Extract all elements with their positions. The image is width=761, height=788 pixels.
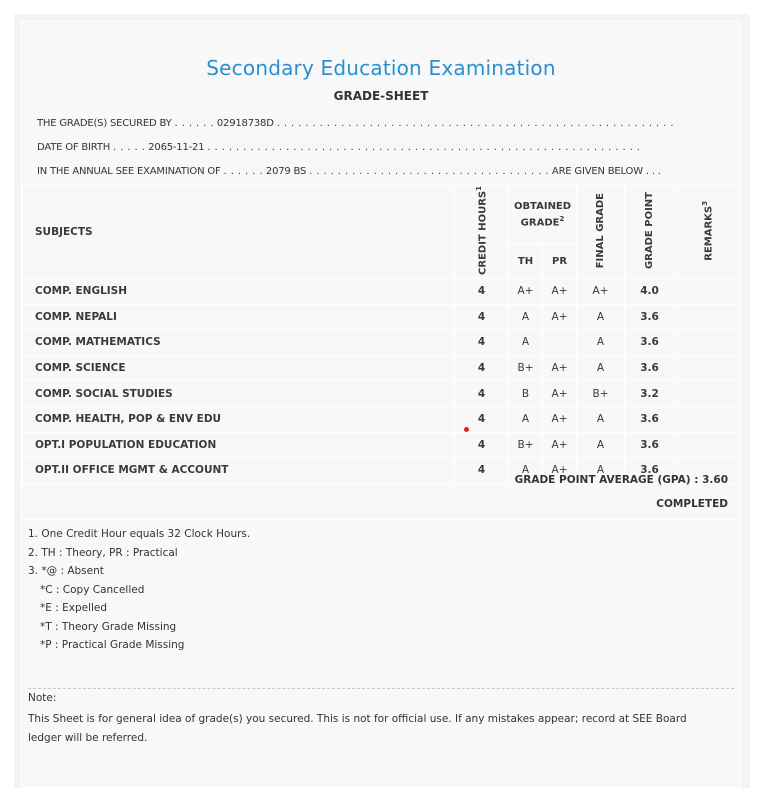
- credit-hours-cell: 4: [455, 406, 509, 432]
- footnote-item: 1. One Credit Hour equals 32 Clock Hours.: [28, 528, 251, 540]
- secured-by-line: [37, 118, 674, 129]
- exam-label: IN THE ANNUAL SEE EXAMINATION OF: [37, 166, 221, 177]
- header-obtained-grade: [509, 186, 577, 244]
- table-row: [23, 381, 741, 407]
- footnote-item: 2. TH : Theory, PR : Practical: [28, 546, 178, 559]
- dot-leader: . . . . .: [113, 142, 146, 153]
- credit-hours-cell: 4: [455, 304, 509, 330]
- header-subjects: SUBJECTS: [23, 186, 455, 279]
- dot-leader: . . . . . .: [174, 118, 214, 129]
- subject-cell: COMP. ENGLISH: [23, 278, 455, 304]
- exam-year: 2079 BS: [265, 166, 307, 177]
- final-grade-cell: A: [577, 406, 625, 432]
- practical-grade-cell: A+: [543, 278, 577, 304]
- footnote-item: *T : Theory Grade Missing: [40, 620, 177, 633]
- theory-grade-cell: B+: [509, 432, 543, 458]
- footnote-ref-2: 2: [559, 215, 565, 224]
- credit-hours-cell: 4: [455, 355, 509, 381]
- header-obtained-grade-label: OBTAINED GRADE: [513, 201, 572, 229]
- footnotes: [28, 525, 250, 655]
- theory-grade-cell: A: [509, 330, 543, 356]
- grade-point-cell: 4.0: [625, 278, 675, 304]
- grade-point-cell: 3.6: [625, 304, 675, 330]
- table-row: [23, 304, 741, 330]
- final-grade-cell: A: [577, 304, 625, 330]
- remarks-cell: [675, 432, 741, 458]
- header-grade-point: [625, 186, 675, 279]
- header-credit-hours-label: CREDIT HOURS: [477, 190, 489, 275]
- grades-table: [22, 185, 741, 484]
- header-remarks: [675, 186, 741, 279]
- grade-point-cell: 3.6: [625, 355, 675, 381]
- credit-hours-cell: 4: [455, 381, 509, 407]
- credit-hours-cell: 4: [455, 458, 509, 484]
- cursor-marker: [464, 427, 469, 432]
- final-grade-cell: A: [577, 432, 625, 458]
- footnote-ref-3: 3: [701, 200, 710, 206]
- subject-cell: OPT.II OFFICE MGMT & ACCOUNT: [23, 458, 455, 484]
- symbol-number: 02918738D: [216, 118, 274, 129]
- grade-sheet-card: [21, 21, 741, 788]
- dot-leader: . . . . . . . . . . . . . . . . . . . . . . . . . . . . . . . . . .: [309, 166, 549, 177]
- grade-sheet-panel: [14, 14, 750, 788]
- gpa-summary: GRADE POINT AVERAGE (GPA) : 3.60: [514, 474, 728, 486]
- secured-by-label: THE GRADE(S) SECURED BY: [37, 118, 172, 129]
- subject-cell: COMP. SCIENCE: [23, 355, 455, 381]
- header-th: TH: [509, 244, 543, 279]
- table-row: [23, 406, 741, 432]
- practical-grade-cell: A+: [543, 355, 577, 381]
- remarks-cell: [675, 304, 741, 330]
- practical-grade-cell: A+: [543, 406, 577, 432]
- table-row: [23, 278, 741, 304]
- final-grade-cell: A: [577, 330, 625, 356]
- dob-label: DATE OF BIRTH: [37, 142, 111, 153]
- dot-leader: . . . . . .: [223, 166, 263, 177]
- page-subtitle: GRADE-SHEET: [333, 89, 429, 103]
- subject-cell: COMP. NEPALI: [23, 304, 455, 330]
- note-label: Note:: [28, 692, 57, 704]
- subject-cell: COMP. SOCIAL STUDIES: [23, 381, 455, 407]
- grade-point-cell: 3.6: [625, 406, 675, 432]
- theory-grade-cell: A: [509, 406, 543, 432]
- grade-point-cell: 3.6: [625, 432, 675, 458]
- header-credit-hours: [455, 186, 509, 279]
- subject-cell: OPT.I POPULATION EDUCATION: [23, 432, 455, 458]
- dob-line: [37, 142, 640, 153]
- credit-hours-cell: 4: [455, 432, 509, 458]
- final-grade-cell: A: [577, 355, 625, 381]
- practical-grade-cell: A+: [543, 432, 577, 458]
- theory-grade-cell: A+: [509, 278, 543, 304]
- grade-point-cell: 3.6: [625, 458, 675, 484]
- remarks-cell: [675, 330, 741, 356]
- page-title: Secondary Education Examination: [206, 56, 556, 80]
- theory-grade-cell: A: [509, 304, 543, 330]
- result-status: COMPLETED: [656, 498, 728, 510]
- header-final-grade-label: FINAL GRADE: [595, 192, 607, 269]
- practical-grade-cell: [543, 330, 577, 356]
- remarks-cell: [675, 381, 741, 407]
- dob-value: 2065-11-21: [148, 142, 205, 153]
- practical-grade-cell: A+: [543, 381, 577, 407]
- final-grade-cell: B+: [577, 381, 625, 407]
- exam-line: [37, 166, 661, 177]
- dot-leader: . . . . . . . . . . . . . . . . . . . . . . . . . . . . . . . . . . . . . . . . . . . . . . . . . . . . . . . . . . . . .: [207, 142, 641, 153]
- practical-grade-cell: A+: [543, 458, 577, 484]
- table-row: [23, 330, 741, 356]
- header-pr: PR: [543, 244, 577, 279]
- subject-cell: COMP. MATHEMATICS: [23, 330, 455, 356]
- grade-point-cell: 3.6: [625, 330, 675, 356]
- header-grade-point-label: GRADE POINT: [644, 191, 656, 269]
- final-grade-cell: A+: [577, 278, 625, 304]
- footnote-ref-1: 1: [475, 186, 484, 191]
- theory-grade-cell: B+: [509, 355, 543, 381]
- theory-grade-cell: B: [509, 381, 543, 407]
- practical-grade-cell: A+: [543, 304, 577, 330]
- remarks-cell: [675, 406, 741, 432]
- table-row: [23, 355, 741, 381]
- footnote-item: 3. *@ : Absent: [28, 565, 104, 577]
- grade-point-cell: 3.2: [625, 381, 675, 407]
- remarks-cell: [675, 355, 741, 381]
- dot-leader: . . . . . . . . . . . . . . . . . . . . . . . . . . . . . . . . . . . . . . . . . . . . . . . . . . . . . . . .: [276, 118, 674, 129]
- footnote-item: *E : Expelled: [40, 602, 108, 614]
- subject-cell: COMP. HEALTH, POP & ENV EDU: [23, 406, 455, 432]
- footnote-item: *C : Copy Cancelled: [40, 583, 145, 596]
- footnote-item: *P : Practical Grade Missing: [40, 639, 185, 651]
- dashed-divider: [28, 688, 734, 689]
- note-text: This Sheet is for general idea of grade(s) you secured. This is not for official use. If any mistakes appear; record at SEE Board ledger will be referred.: [28, 713, 687, 744]
- remarks-cell: [675, 278, 741, 304]
- credit-hours-cell: 4: [455, 330, 509, 356]
- header-final-grade: [577, 186, 625, 279]
- given-below: ARE GIVEN BELOW . . .: [551, 166, 661, 177]
- final-grade-cell: A: [577, 458, 625, 484]
- section-divider: [22, 519, 740, 520]
- table-row: [23, 432, 741, 458]
- header-remarks-label: REMARKS: [703, 205, 715, 261]
- theory-grade-cell: A: [509, 458, 543, 484]
- credit-hours-cell: 4: [455, 278, 509, 304]
